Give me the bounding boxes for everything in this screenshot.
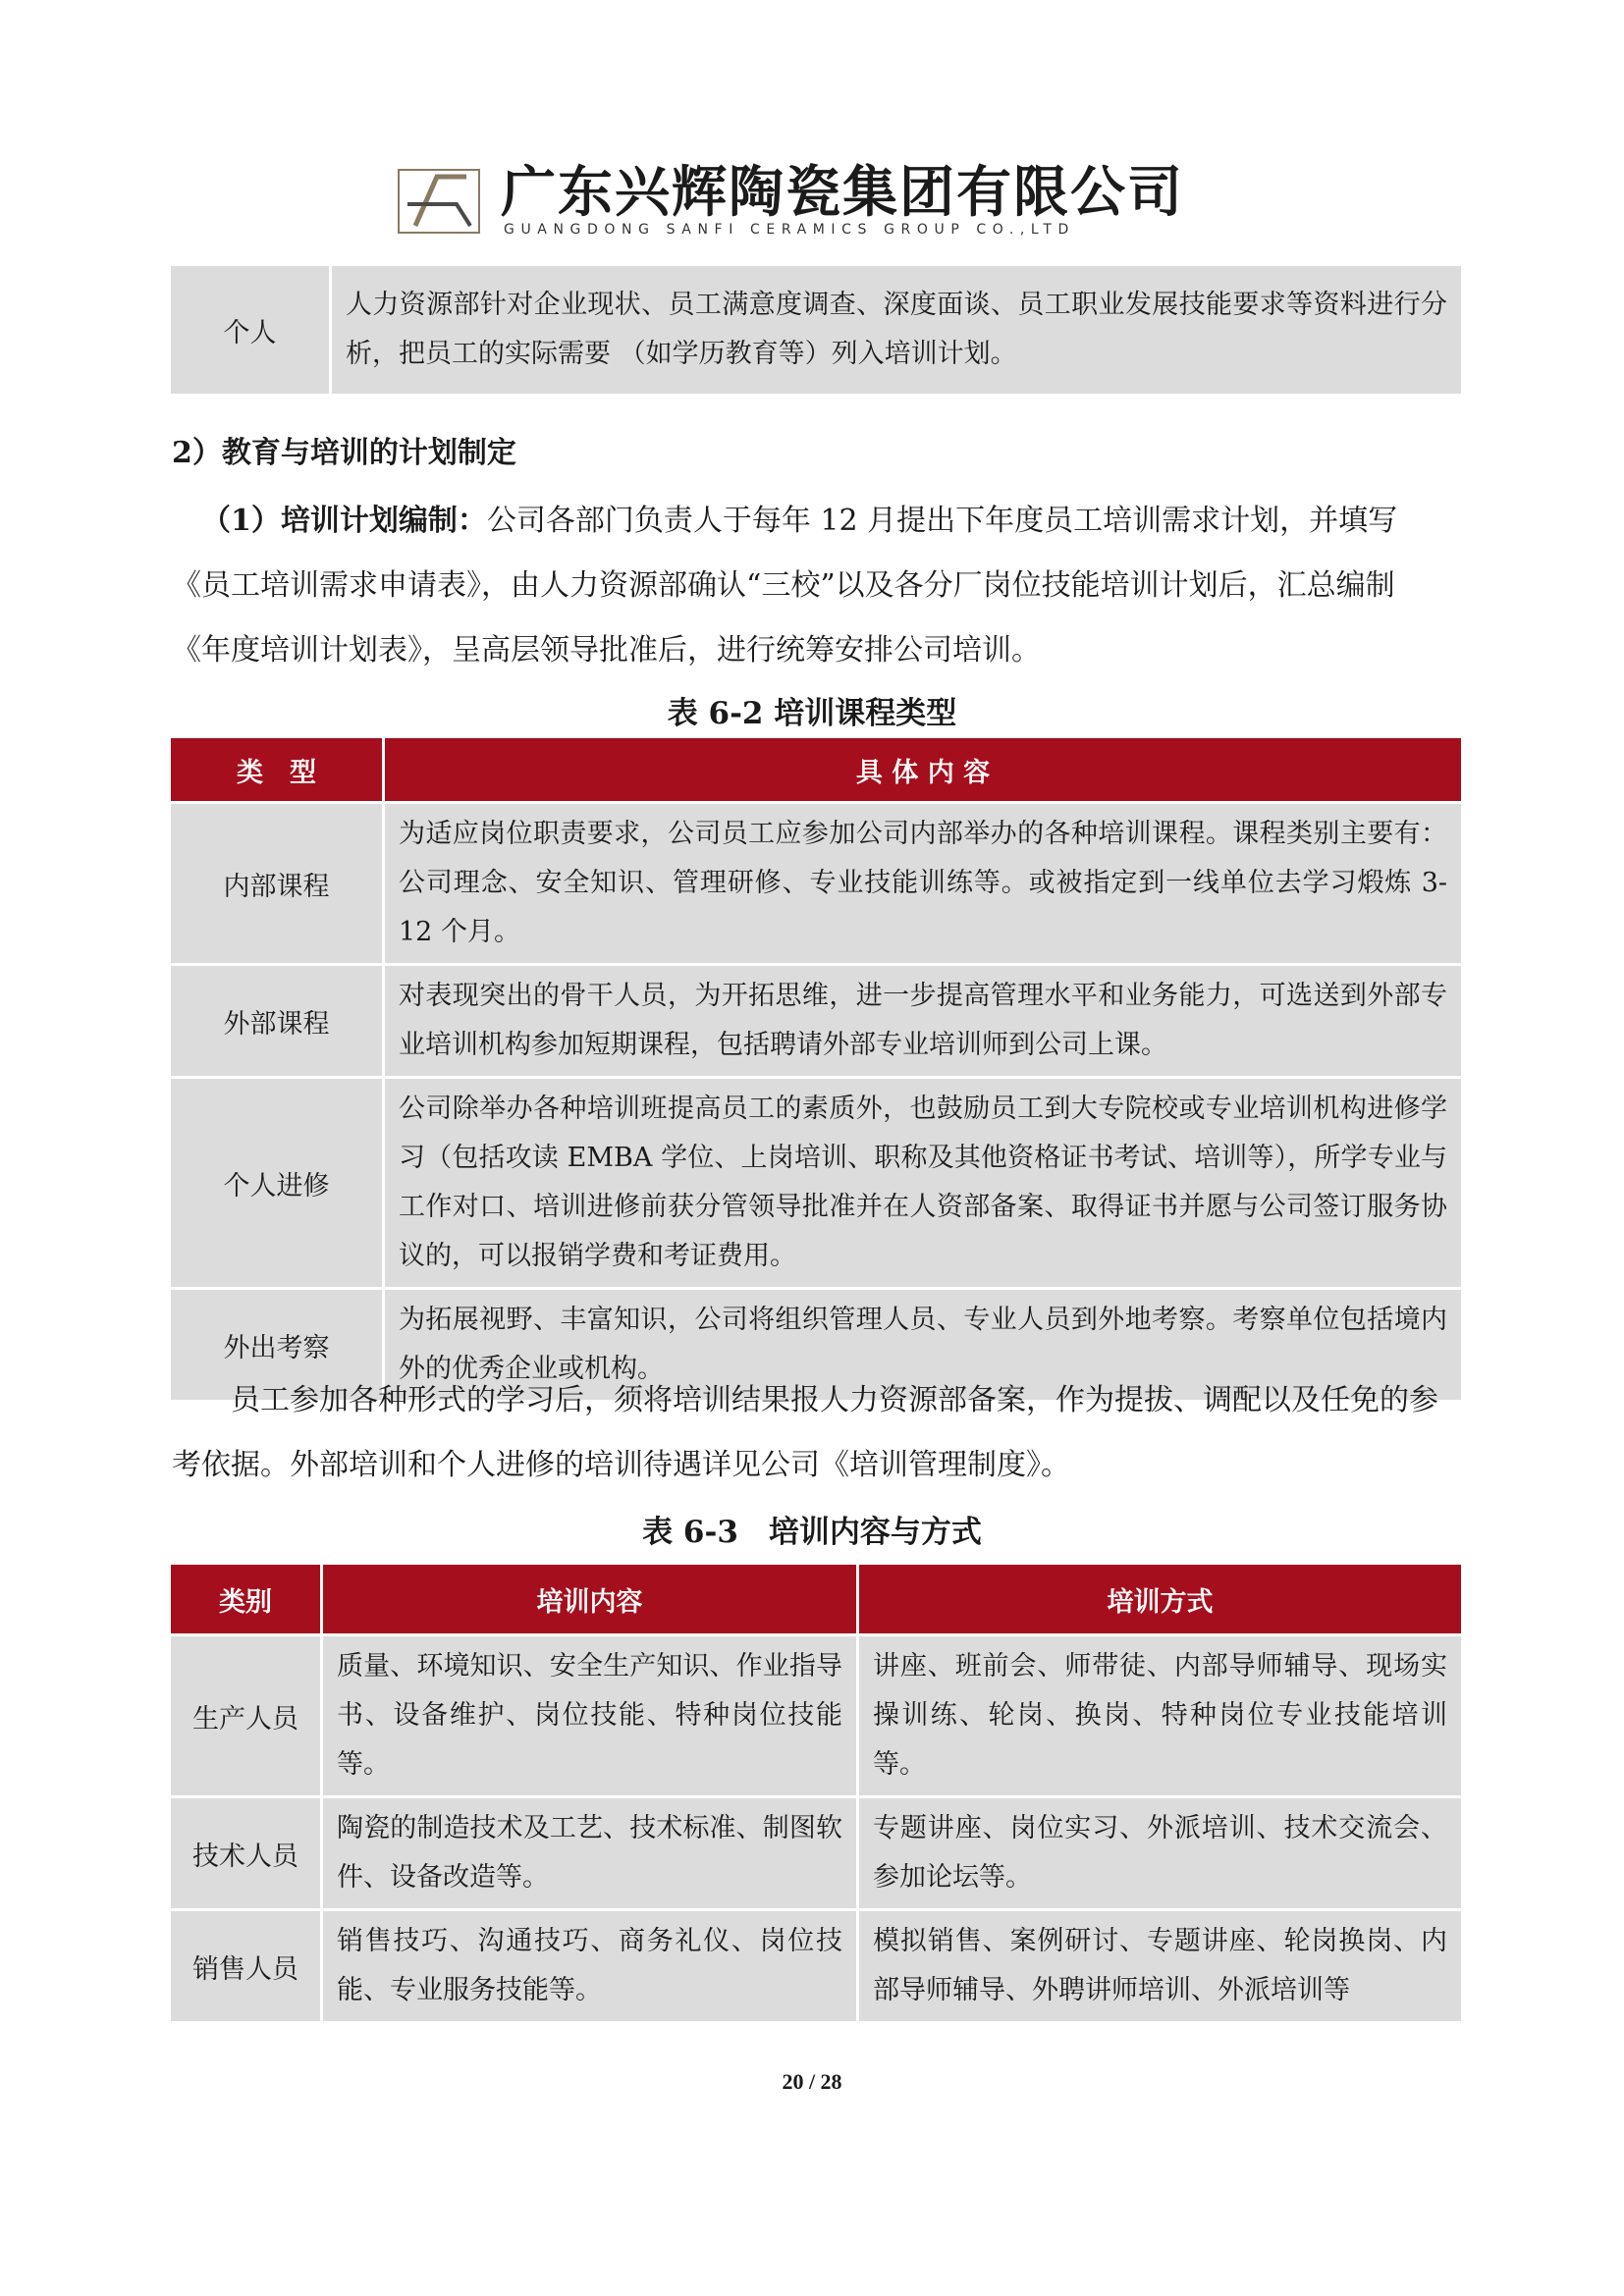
- table-cell-method: 模拟销售、案例研讨、专题讲座、轮岗换岗、内部导师辅导、外聘讲师培训、外派培训等: [859, 1911, 1461, 2021]
- paragraph-records: 员工参加各种形式的学习后，须将培训结果报人力资源部备案，作为提拔、调配以及任免的参考依据。外部培训和个人进修的培训待遇详见公司《培训管理制度》。: [172, 1383, 1438, 1482]
- table-cell-category: 内部课程: [171, 804, 382, 963]
- table-row: [171, 1079, 1461, 1287]
- table-cell-content: 人力资源部针对企业现状、员工满意度调查、深度面谈、员工职业发展技能要求等资料进行分析，把员工的实际需要 （如学历教育等）列入培训计划。: [332, 266, 1461, 394]
- paragraph-plan-text: 公司各部门负责人于每年 12 月提出下年度员工培训需求计划，并填写《员工培训需求申请表》，由人力资源部确认“三校”以及各分厂岗位技能培训计划后，汇总编制《年度培训计划表》，呈高层领导批准后，进行统筹安排公司培训。: [172, 504, 1398, 667]
- table-row: [171, 966, 1461, 1076]
- table3: [168, 1562, 1464, 2024]
- table3-header-method: 培训方式: [859, 1565, 1461, 1633]
- company-name-cn: 广东兴辉陶瓷集团有限公司: [501, 161, 1184, 225]
- table-cell-category: 外部课程: [171, 966, 382, 1076]
- table2-caption: 表 6-2 培训课程类型: [667, 696, 957, 731]
- table3-caption: 表 6-3 培训内容与方式: [642, 1515, 982, 1550]
- paragraph-plan-label: （1）培训计划编制：: [201, 504, 487, 538]
- top-table: [168, 263, 1464, 397]
- table-cell-category: 外出考察: [171, 1290, 382, 1400]
- table-cell-content: 公司除举办各种培训班提高员工的素质外，也鼓励员工到大专院校或专业培训机构进修学习（包括攻读 EMBA 学位、上岗培训、职称及其他资格证书考试、培训等），所学专业与工作对口、培训进修前获分管领导批准并在人资部备案、取得证书并愿与公司签订服务协议的，可以报销学费和考证费用。: [385, 1079, 1461, 1287]
- table-cell-method: 讲座、班前会、师带徒、内部导师辅导、现场实操训练、轮岗、换岗、特种岗位专业技能培训等。: [859, 1636, 1461, 1795]
- section-heading: 2）教育与培训的计划制定: [172, 436, 516, 470]
- table2-header-content: 具 体 内 容: [385, 738, 1461, 801]
- table-cell-category: 生产人员: [171, 1636, 320, 1795]
- table-row: [171, 1911, 1461, 2021]
- table-header-row: [171, 1565, 1461, 1633]
- table-row: [171, 1636, 1461, 1795]
- table-row: [171, 804, 1461, 963]
- table-cell-content: 质量、环境知识、安全生产知识、作业指导书、设备维护、岗位技能、特种岗位技能等。: [323, 1636, 856, 1795]
- table-row: [171, 266, 1461, 394]
- table-cell-category: 个人: [171, 266, 329, 394]
- company-name-en: GUANGDONG SANFI CERAMICS GROUP CO.,LTD: [504, 222, 1075, 238]
- table-row: [171, 1798, 1461, 1908]
- page-number: 20 / 28: [782, 2069, 842, 2094]
- table3-header-content: 培训内容: [323, 1565, 856, 1633]
- table-cell-category: 销售人员: [171, 1911, 320, 2021]
- table2-header-category: 类 型: [171, 738, 382, 801]
- paragraph-plan: [172, 489, 1453, 683]
- table-cell-category: 个人进修: [171, 1079, 382, 1287]
- table-cell-content: 对表现突出的骨干人员，为开拓思维，进一步提高管理水平和业务能力，可选送到外部专业培训机构参加短期课程，包括聘请外部专业培训师到公司上课。: [385, 966, 1461, 1076]
- table-header-row: [171, 738, 1461, 801]
- company-logo-icon: [398, 169, 480, 234]
- table-cell-content: 为拓展视野、丰富知识，公司将组织管理人员、专业人员到外地考察。考察单位包括境内外的优秀企业或机构。: [385, 1290, 1461, 1400]
- table-cell-category: 技术人员: [171, 1798, 320, 1908]
- table-cell-content: 陶瓷的制造技术及工艺、技术标准、制图软件、设备改造等。: [323, 1798, 856, 1908]
- table3-header-category: 类别: [171, 1565, 320, 1633]
- table-cell-method: 专题讲座、岗位实习、外派培训、技术交流会、参加论坛等。: [859, 1798, 1461, 1908]
- table-cell-content: 为适应岗位职责要求，公司员工应参加公司内部举办的各种培训课程。课程类别主要有：公司理念、安全知识、管理研修、专业技能训练等。或被指定到一线单位去学习煅炼 3-12 个月。: [385, 804, 1461, 963]
- table-cell-content: 销售技巧、沟通技巧、商务礼仪、岗位技能、专业服务技能等。: [323, 1911, 856, 2021]
- table2: [168, 735, 1464, 1403]
